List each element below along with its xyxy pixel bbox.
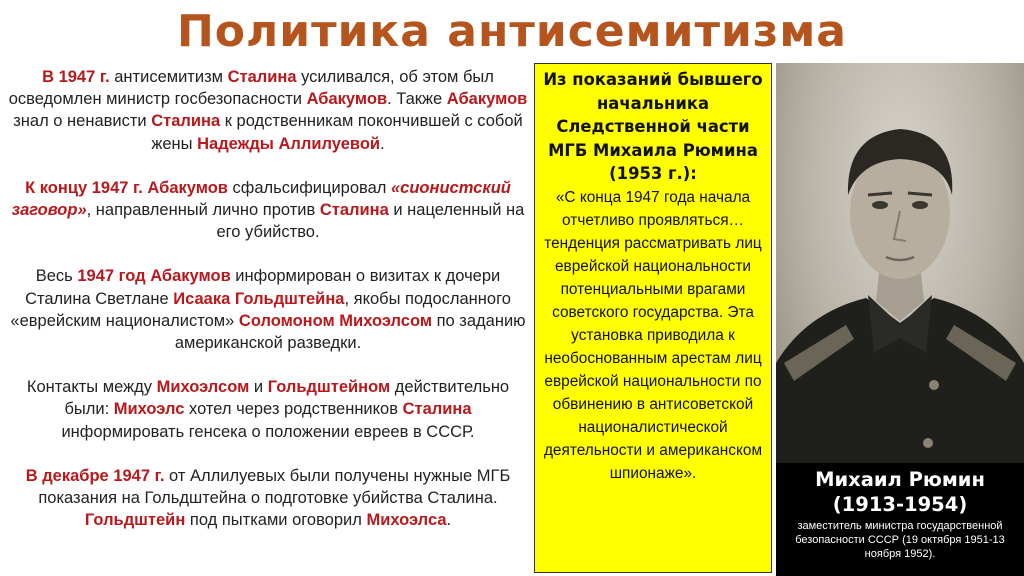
text-run: усиливался, об этом был осведомлен министр госбезопасности [8,68,494,109]
paragraph-5 [6,465,530,532]
highlighted-text: К концу 1947 г. Абакумов [25,178,228,197]
text-run: , якобы подосланного «еврейским националистом» [10,289,511,330]
person-description: заместитель министра государственной безопасности СССР (19 октября 1951-13 ноября 1952). [795,520,1005,560]
person-name: Михаил Рюмин [815,468,985,491]
person-years: (1913-1954) [832,493,968,516]
text-run: знал о ненависти [13,112,152,131]
text-run: . Также [387,90,447,109]
portrait-photo [776,63,1024,463]
text-run: информирован о визитах к дочери Сталина Светлане [25,267,501,308]
highlighted-text: Гольдштейн [84,511,186,530]
highlighted-text: Соломоном Михоэлсом [238,311,433,330]
paragraph-3 [6,265,530,354]
text-run: по заданию американской разведки. [174,311,526,353]
highlighted-text: Сталина [151,112,221,131]
highlighted-text: Абакумов [306,90,388,109]
paragraph-1 [6,66,530,155]
text-run: и [249,378,268,397]
highlighted-text: Михоэлсом [156,378,250,397]
highlighted-text: Исаака Гольдштейна [173,289,345,308]
highlighted-text: Надежды Аллилуевой [197,134,381,153]
highlighted-text: В декабре 1947 г. [25,466,165,485]
highlighted-text: 1947 год Абакумов [77,267,231,286]
highlighted-text: Михоэлс [113,400,185,419]
highlighted-text: Сталина [227,68,297,86]
highlighted-text: Сталина [402,400,472,419]
text-run: , направленный лично против [86,201,320,220]
portrait-caption [776,463,1024,576]
text-run: Контакты между [26,378,157,397]
highlighted-text: Сталина [319,201,389,220]
text-run: и нацеленный на его убийство. [216,201,525,242]
paragraph-2 [6,177,530,244]
text-run: действительно были: [64,378,510,419]
slide-title: Политика антисемитизма [176,6,847,57]
highlighted-text: Абакумов [446,90,528,109]
text-run: хотел через родственников [184,400,403,419]
text-run: к родственникам покончившей с собой жены [151,112,523,153]
text-run: информировать генсека о положении евреев в СССР. [61,422,475,441]
text-run: под пытками оговорил [185,511,367,530]
text-run: от Аллилуевых были получены нужные МГБ показания на Гольдштейна о подготовке убийства Сталина. [38,466,511,508]
highlighted-text: В 1947 г. [42,68,110,86]
highlighted-text: «сионистский заговор» [11,178,511,220]
highlighted-text: Михоэлса [366,511,447,530]
text-run: . [380,134,385,153]
highlighted-text: Гольдштейном [267,378,391,397]
testimony-heading: Из показаний бывшего начальника Следственной части МГБ Михаила Рюмина (1953 г.): [543,70,763,184]
text-run: . [446,511,452,530]
main-text [6,66,530,553]
text-run: антисемитизм [109,68,228,86]
text-run: Весь [35,267,78,286]
testimony-quote: «С конца 1947 года начала отчетливо проявляться… тенденция рассматривать лиц еврейской национальности потенциальными врагами советского государства. Эта установка приводила к необоснованным арестам лиц еврейской национальности по обвинению в антисоветской националистической деятельности и американском шпионаже». [543,188,763,482]
paragraph-4 [6,376,530,443]
text-run: сфальсифицировал [227,178,391,197]
testimony-box [534,63,772,573]
